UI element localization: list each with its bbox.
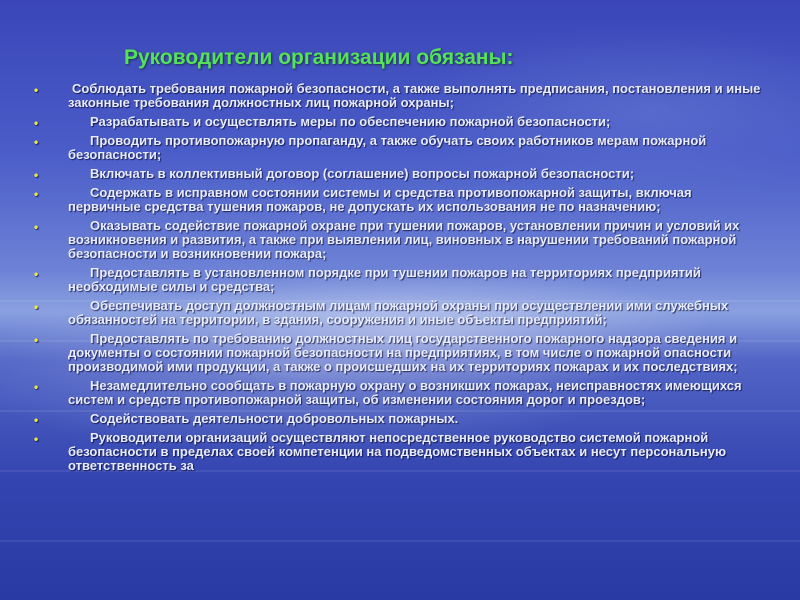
bullet-icon: • <box>34 380 39 394</box>
list-item <box>34 167 764 181</box>
list-item-text: Содействовать деятельности добровольных пожарных. <box>90 411 459 426</box>
list-item <box>34 299 764 327</box>
bullet-icon: • <box>34 413 39 427</box>
bullet-icon: • <box>34 83 39 97</box>
list-item-text: Руководители организаций осуществляют непосредственное руководство системой пожарной безопасности в пределах своей компетенции на подведомственных объектах и несут персональную ответственность за <box>68 430 727 473</box>
list-item-text: Предоставлять в установленном порядке при тушении пожаров на территориях предприятий необходимые силы и средства; <box>68 265 701 294</box>
list-item <box>34 219 764 261</box>
list-item <box>34 186 764 214</box>
bullet-icon: • <box>34 333 39 347</box>
bullet-icon: • <box>34 135 39 149</box>
bullet-icon: • <box>34 267 39 281</box>
list-item <box>34 266 764 294</box>
list-item <box>34 332 764 374</box>
bullet-icon: • <box>34 432 39 446</box>
bullet-icon: • <box>34 116 39 130</box>
list-item <box>34 431 764 473</box>
list-item <box>34 412 764 426</box>
bullet-icon: • <box>34 187 39 201</box>
list-item-text: Разрабатывать и осуществлять меры по обеспечению пожарной безопасности; <box>90 114 611 129</box>
list-item-text: Оказывать содействие пожарной охране при тушении пожаров, установлении причин и условий их возникновения и развития, а также при выявлении лиц, виновных в нарушении требований пожарной безопасности и возникновении пожара; <box>68 218 740 261</box>
list-item-text: Обеспечивать доступ должностным лицам пожарной охраны при осуществлении ими служебных обязанностей на территории, в здания, сооружения и иные объекты предприятий; <box>68 298 729 327</box>
slide-title: Руководители организации обязаны: <box>124 46 514 69</box>
list-item <box>34 115 764 129</box>
list-item <box>34 134 764 162</box>
bullet-icon: • <box>34 220 39 234</box>
list-item-text: Незамедлительно сообщать в пожарную охрану о возникших пожарах, неисправностях имеющихся систем и средств противопожарной защиты, об изменении состояния дорог и проездов; <box>68 378 742 407</box>
list-item-text: Предоставлять по требованию должностных лиц государственного пожарного надзора сведения и документы о состоянии пожарной безопасности на предприятиях, в том числе о пожарной опасности производимой ими продукции, а также о происшедших на их территориях пожарах и их последствиях; <box>68 331 738 374</box>
list-item <box>34 82 764 110</box>
list-item-text: Соблюдать требования пожарной безопасности, а также выполнять предписания, постановления и иные законные требования должностных лиц пожарной охраны; <box>68 81 761 110</box>
duties-list <box>34 82 764 478</box>
list-item-text: Проводить противопожарную пропаганду, а также обучать своих работников мерам пожарной безопасности; <box>68 133 707 162</box>
list-item-text: Содержать в исправном состоянии системы и средства противопожарной защиты, включая первичные средства тушения пожаров, не допускать их использования не по назначению; <box>68 185 692 214</box>
bullet-icon: • <box>34 300 39 314</box>
bullet-icon: • <box>34 168 39 182</box>
list-item-text: Включать в коллективный договор (соглашение) вопросы пожарной безопасности; <box>90 166 635 181</box>
list-item <box>34 379 764 407</box>
